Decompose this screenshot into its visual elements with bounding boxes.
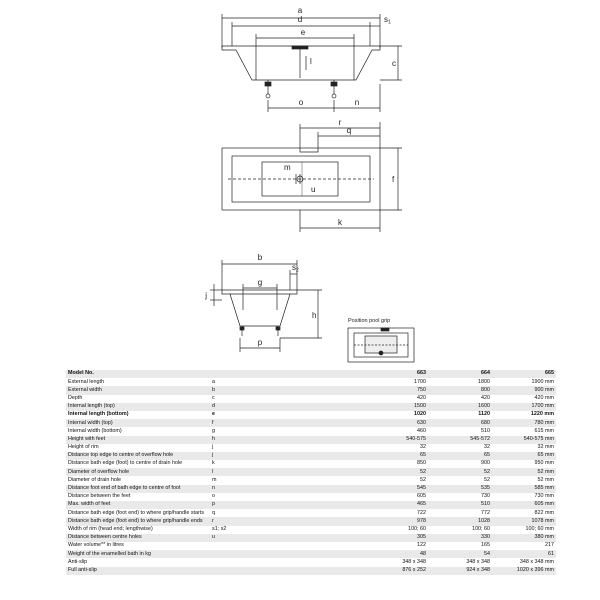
row-symbol: e <box>210 411 364 419</box>
row-value: 52 <box>364 468 428 476</box>
row-value: 305 <box>364 534 428 542</box>
row-label: Distance top edge to centre of overflow hole <box>66 452 210 460</box>
row-value: 730 mm <box>492 493 556 501</box>
table-row <box>66 517 556 525</box>
row-value: 420 <box>428 395 492 403</box>
row-value: 1700 <box>364 378 428 386</box>
row-symbol: j <box>210 444 364 452</box>
row-value: 65 <box>364 452 428 460</box>
row-value: 510 <box>428 427 492 435</box>
row-value: 348 x 348 <box>364 558 428 566</box>
row-symbol: f <box>210 419 364 427</box>
row-label: Internal width (bottom) <box>66 427 210 435</box>
row-symbol: h <box>210 436 364 444</box>
row-symbol: p <box>210 501 364 509</box>
dim-label-d: d <box>297 15 303 24</box>
dim-label-p: p <box>257 338 263 347</box>
row-value: 850 <box>364 460 428 468</box>
row-value: 122 <box>364 542 428 550</box>
row-value: 65 <box>428 452 492 460</box>
header-cell: 664 <box>428 370 492 378</box>
table-row <box>66 452 556 460</box>
row-value: 460 <box>364 427 428 435</box>
row-value: 465 <box>364 501 428 509</box>
row-value: 1220 mm <box>492 411 556 419</box>
dim-label-h: h <box>312 311 317 320</box>
row-symbol: q <box>210 509 364 517</box>
row-value: 348 x 348 <box>428 558 492 566</box>
row-value: 52 mm <box>492 476 556 484</box>
row-symbol <box>210 558 364 566</box>
row-label: Height with feet <box>66 436 210 444</box>
row-value: 615 mm <box>492 427 556 435</box>
row-symbol: d <box>210 403 364 411</box>
dim-label-k: k <box>338 218 342 227</box>
row-value: 52 <box>364 476 428 484</box>
dim-label-g: g <box>257 278 263 287</box>
row-label: Diameter of drain hole <box>66 476 210 484</box>
pool-grip-title: Position pool grip <box>348 318 391 324</box>
row-value: 585 mm <box>492 485 556 493</box>
row-label: Width of rim (head end; lengthwise) <box>66 526 210 534</box>
dim-label-m: m <box>284 163 291 172</box>
table-row <box>66 567 556 575</box>
row-value: 48 <box>364 550 428 558</box>
row-symbol <box>210 567 364 575</box>
row-label: Diameter of overflow hole <box>66 468 210 476</box>
row-symbol: a <box>210 378 364 386</box>
dim-label-e: e <box>300 28 306 37</box>
header-cell <box>210 370 364 378</box>
row-value: 1600 <box>428 403 492 411</box>
row-symbol <box>210 550 364 558</box>
row-symbol: b <box>210 386 364 394</box>
row-value: 1078 mm <box>492 517 556 525</box>
pool-grip-drawing <box>348 328 414 362</box>
table-row <box>66 509 556 517</box>
row-value: 540-575 mm <box>492 436 556 444</box>
table-row <box>66 526 556 534</box>
row-symbol: m <box>210 476 364 484</box>
dim-label-s1: s1 <box>384 15 391 26</box>
row-value: 420 mm <box>492 395 556 403</box>
row-value: 780 mm <box>492 419 556 427</box>
table-row <box>66 411 556 419</box>
row-value: 722 <box>364 509 428 517</box>
row-value: 510 <box>428 501 492 509</box>
row-symbol: l <box>210 468 364 476</box>
dim-label-r: r <box>338 118 342 127</box>
row-label: Depth <box>66 395 210 403</box>
side-elevation-drawing <box>222 14 402 112</box>
row-label: Max. width of feet <box>66 501 210 509</box>
row-value: 61 <box>492 550 556 558</box>
dim-label-j: j <box>205 291 207 300</box>
row-label: Distance bath edge (foot end) to where grip/handle starts <box>66 509 210 517</box>
row-label: Weight of the enamelled bath in kg <box>66 550 210 558</box>
table-row <box>66 378 556 386</box>
dim-label-o: o <box>298 98 304 107</box>
row-symbol: j <box>210 452 364 460</box>
row-value: 545-572 <box>428 436 492 444</box>
row-value: 330 <box>428 534 492 542</box>
row-value: 730 <box>428 493 492 501</box>
header-cell: Model No. <box>66 370 210 378</box>
row-value: 32 <box>428 444 492 452</box>
row-value: 605 <box>364 493 428 501</box>
row-value: 52 <box>428 468 492 476</box>
row-value: 1020 <box>364 411 428 419</box>
row-label: Distance bath edge (foot) to centre of drain hole <box>66 460 210 468</box>
table-row <box>66 460 556 468</box>
row-symbol: k <box>210 460 364 468</box>
row-value: 680 <box>428 419 492 427</box>
table-row <box>66 485 556 493</box>
row-value: 1800 <box>428 378 492 386</box>
row-value: 420 <box>364 395 428 403</box>
table-row <box>66 444 556 452</box>
row-symbol: s1; s2 <box>210 526 364 534</box>
row-value: 545 <box>364 485 428 493</box>
header-cell: 663 <box>364 370 428 378</box>
row-value: 605 mm <box>492 501 556 509</box>
row-value: 1020 x 396 mm <box>492 567 556 575</box>
row-label: External length <box>66 378 210 386</box>
row-value: 100; 60 <box>428 526 492 534</box>
row-value: 1900 mm <box>492 378 556 386</box>
table-row <box>66 403 556 411</box>
row-value: 630 <box>364 419 428 427</box>
dim-label-l: l <box>310 57 312 66</box>
row-value: 32 <box>364 444 428 452</box>
row-value: 978 <box>364 517 428 525</box>
row-value: 772 <box>428 509 492 517</box>
row-symbol: g <box>210 427 364 435</box>
end-view-drawing <box>210 260 322 352</box>
dim-label-a: a <box>297 6 303 15</box>
row-value: 950 mm <box>492 460 556 468</box>
row-symbol: u <box>210 534 364 542</box>
row-value: 535 <box>428 485 492 493</box>
row-symbol <box>210 542 364 550</box>
row-value: 800 <box>428 386 492 394</box>
row-value: 540-575 <box>364 436 428 444</box>
dim-label-b: b <box>257 253 263 262</box>
row-value: 924 x 348 <box>428 567 492 575</box>
row-value: 822 mm <box>492 509 556 517</box>
row-value: 100; 60 mm <box>492 526 556 534</box>
row-symbol: n <box>210 485 364 493</box>
table-row <box>66 558 556 566</box>
table-row <box>66 493 556 501</box>
table-row <box>66 395 556 403</box>
header-cell: 665 <box>492 370 556 378</box>
row-value: 750 <box>364 386 428 394</box>
row-label: Internal length (bottom) <box>66 411 210 419</box>
row-label: Distance bath edge (foot end) to where grip/handle ends <box>66 517 210 525</box>
table-row <box>66 436 556 444</box>
row-value: 876 x 252 <box>364 567 428 575</box>
row-value: 900 mm <box>492 386 556 394</box>
table-row <box>66 501 556 509</box>
dim-label-q: q <box>346 126 352 135</box>
row-value: 32 mm <box>492 444 556 452</box>
row-label: Distance between the feet <box>66 493 210 501</box>
specification-table <box>66 370 556 575</box>
row-label: External width <box>66 386 210 394</box>
table-row <box>66 550 556 558</box>
row-symbol: r <box>210 517 364 525</box>
table-header-row <box>66 370 556 378</box>
row-value: 348 x 348 mm <box>492 558 556 566</box>
row-value: 1700 mm <box>492 403 556 411</box>
row-symbol: o <box>210 493 364 501</box>
row-value: 1500 <box>364 403 428 411</box>
row-value: 52 mm <box>492 468 556 476</box>
dim-label-c: c <box>392 59 396 68</box>
row-value: 217 <box>492 542 556 550</box>
row-value: 100; 60 <box>364 526 428 534</box>
row-label: Internal length (top) <box>66 403 210 411</box>
row-value: 65 mm <box>492 452 556 460</box>
row-label: Distance foot end of bath edge to centre of foot <box>66 485 210 493</box>
table-row <box>66 419 556 427</box>
table-row <box>66 476 556 484</box>
row-label: Internal width (top) <box>66 419 210 427</box>
plan-view-drawing <box>222 122 402 232</box>
table-row <box>66 542 556 550</box>
row-value: 52 <box>428 476 492 484</box>
table-row <box>66 468 556 476</box>
row-label: Height of rim <box>66 444 210 452</box>
row-label: Full anti-slip <box>66 567 210 575</box>
row-value: 1120 <box>428 411 492 419</box>
dim-label-n: n <box>354 98 360 107</box>
dim-label-s2: s2 <box>292 263 299 274</box>
dim-label-u: u <box>311 185 316 194</box>
row-label: Distance between centre holes <box>66 534 210 542</box>
row-value: 54 <box>428 550 492 558</box>
row-label: Anti-slip <box>66 558 210 566</box>
row-label: Water volume** in litres <box>66 542 210 550</box>
row-symbol: c <box>210 395 364 403</box>
row-value: 165 <box>428 542 492 550</box>
row-value: 1028 <box>428 517 492 525</box>
table-row <box>66 427 556 435</box>
table-row <box>66 534 556 542</box>
dim-label-f: f <box>392 175 395 184</box>
row-value: 900 <box>428 460 492 468</box>
row-value: 380 mm <box>492 534 556 542</box>
table-row <box>66 386 556 394</box>
